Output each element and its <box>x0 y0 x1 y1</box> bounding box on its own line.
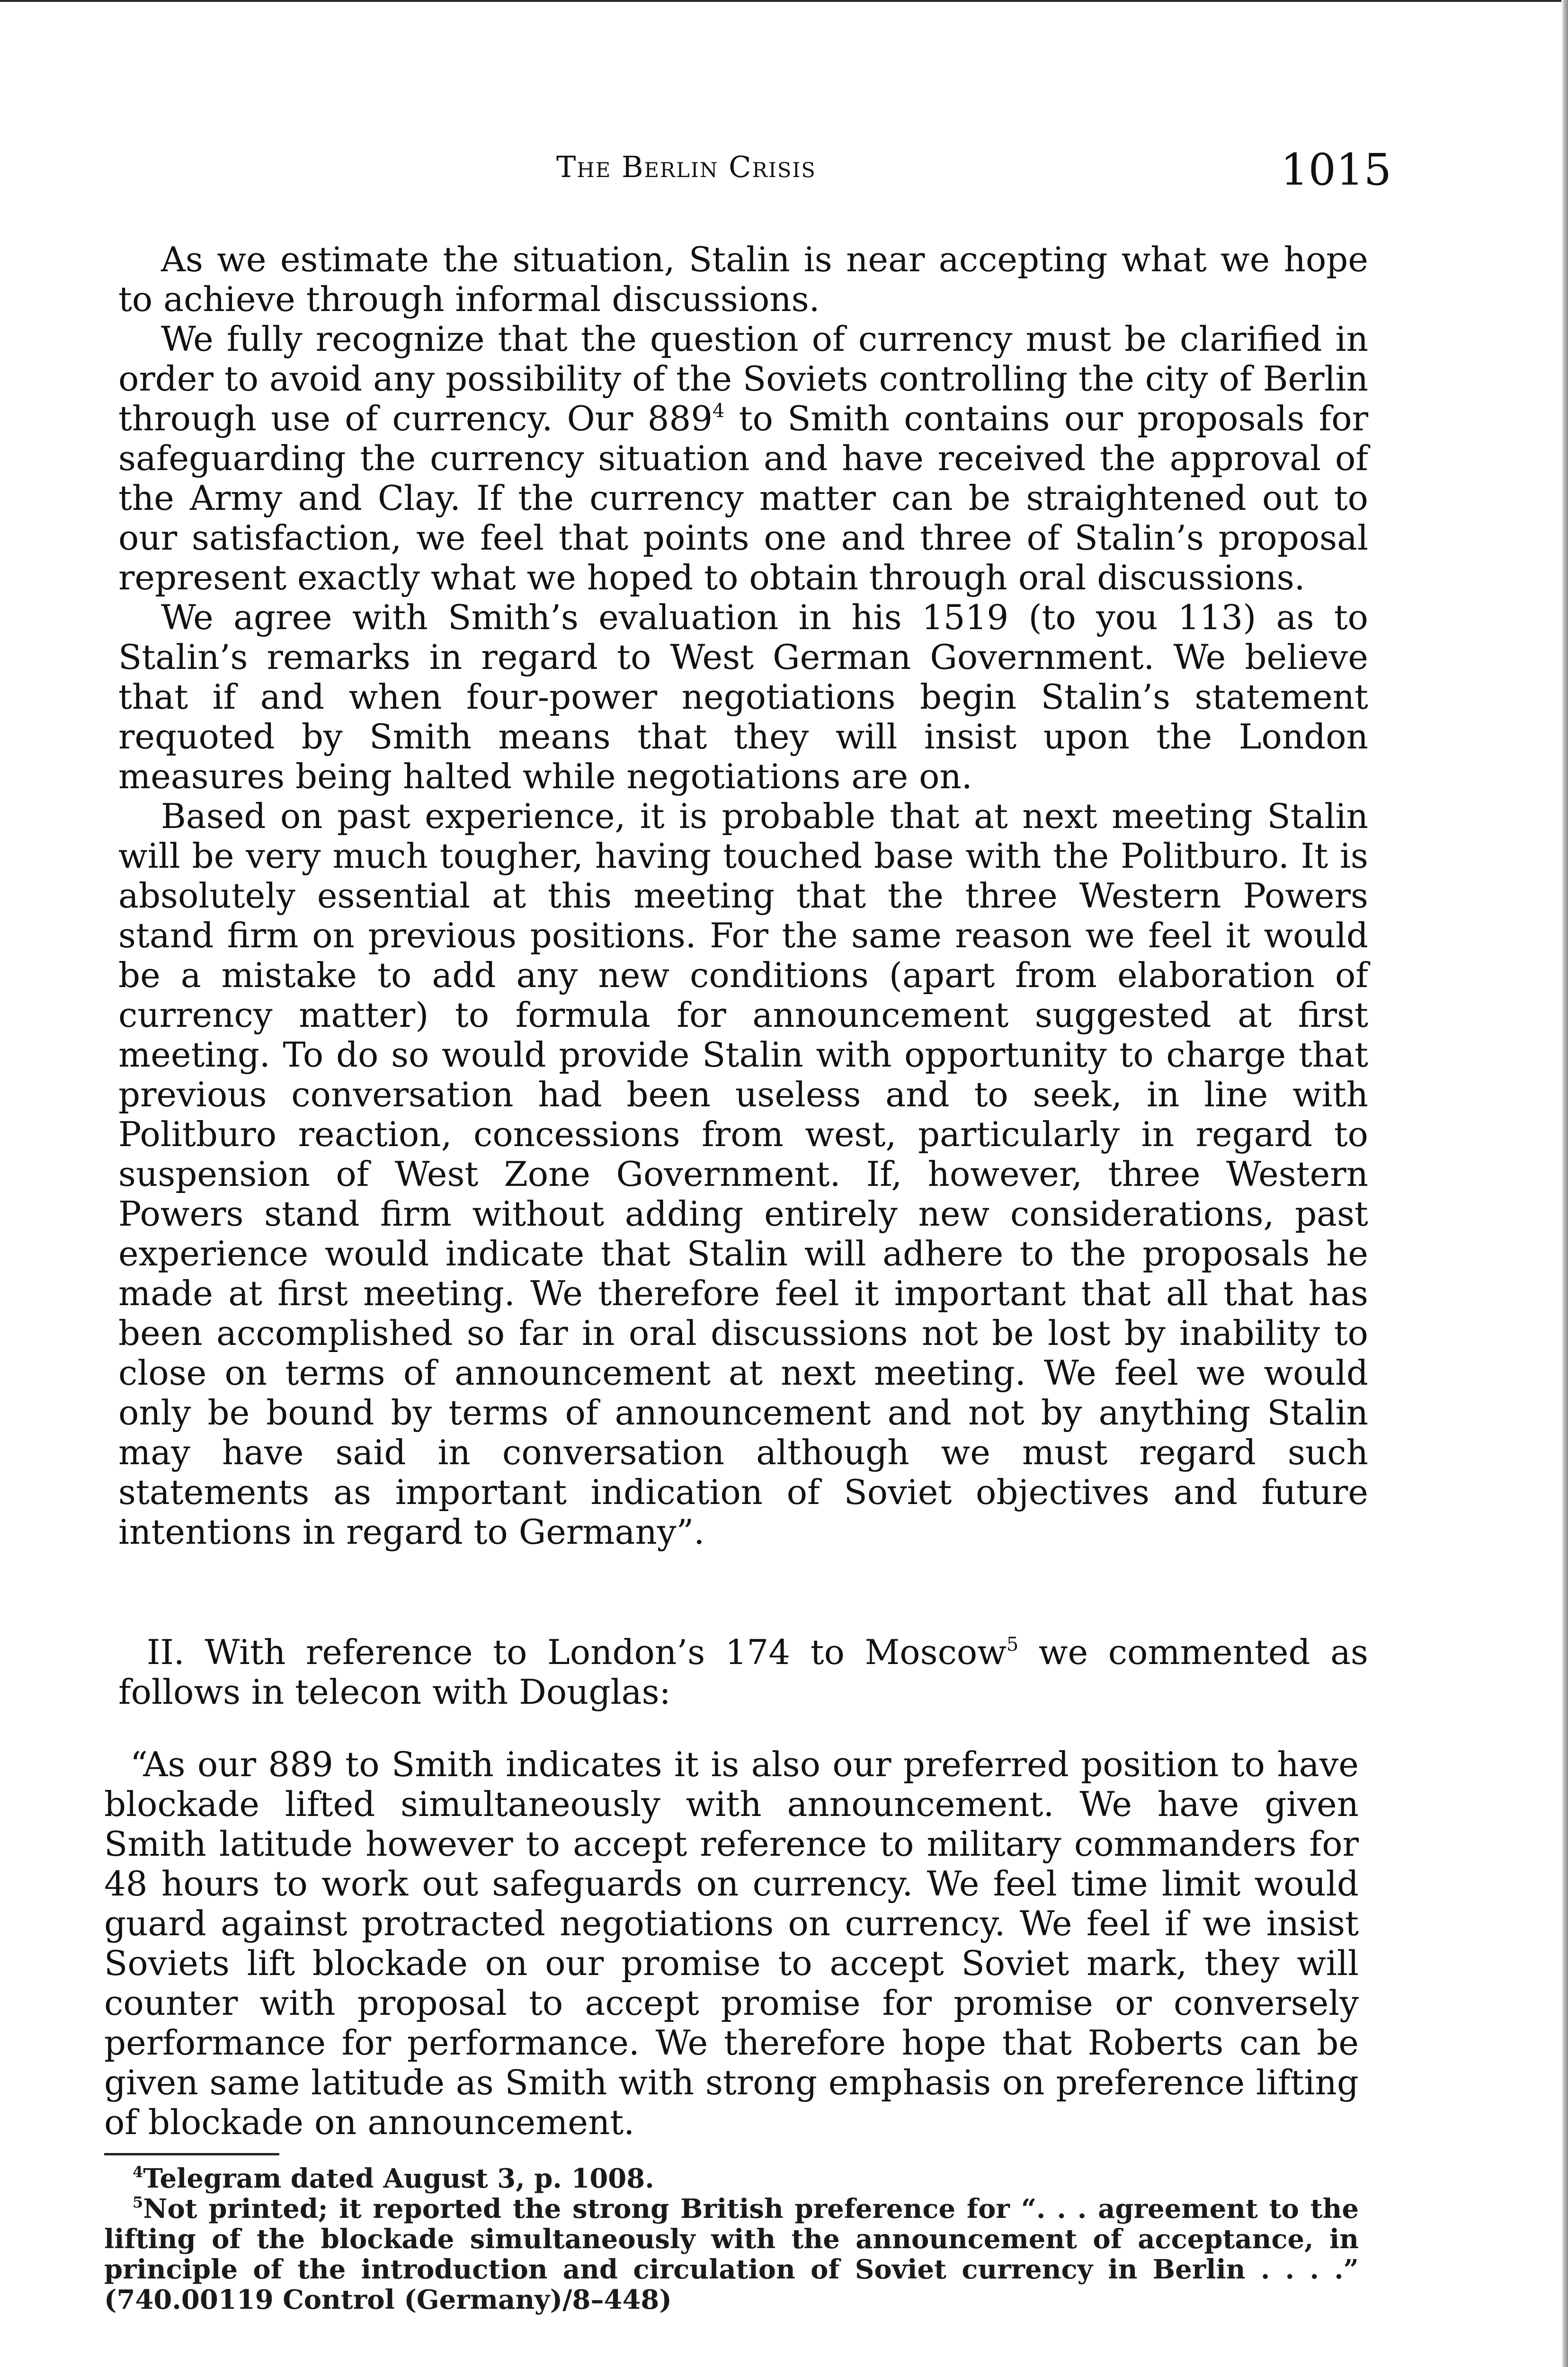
footnote-ref-4: 4 <box>713 400 725 422</box>
section-ii-end: we commented as follows in telecon with Douglas: <box>118 1632 1368 1712</box>
footnote-5-text: Not printed; it reported the strong British preference for “. . . agreement to the lifting of the blockade simultaneously with the announcement of acceptance, in principle of the introduction and circulation of Soviet currency in Berlin . . . .” (740.00119 Control (Germany)/8–448) <box>104 2193 1359 2315</box>
footnote-5 <box>104 2194 1359 2315</box>
page-edge-shadow <box>1561 0 1568 2367</box>
footnote-ref-5: 5 <box>1006 1634 1019 1655</box>
paragraph-2 <box>118 319 1368 597</box>
quote-paragraph: “As our 889 to Smith indicates it is also our preferred position to have blockade lifted simultaneously with announcement. We have given Smith latitude however to accept reference to military commanders for 48 hours to work out safeguards on currency. We feel time limit would guard against protracted negotiations on currency. We feel if we insist Soviets lift blockade on our promise to accept Soviet mark, they will counter with proposal to accept promise for promise or conversely performance for performance. We therefore hope that Roberts can be given same latitude as Smith with strong emphasis on preference lifting of blockade on announcement. <box>104 1744 1359 2142</box>
running-head: The Berlin Crisis <box>556 150 816 184</box>
section-ii <box>118 1632 1368 1712</box>
paragraph-2-rest: to Smith contains our proposals for safeguarding the currency situation and have received the approval of the Army and Clay. If the currency matter can be straightened out to our satisfaction, we feel that points one and three of Stalin’s proposal represent exactly what we hoped to obtain through oral discussions. <box>118 399 1368 597</box>
section-ii-start: II. With reference to London’s 174 to Moscow <box>147 1632 1007 1672</box>
footnote-divider <box>104 2153 279 2155</box>
paragraph-3: We agree with Smith’s evaluation in his 1519 (to you 113) as to Stalin’s remarks in regard to West German Government. We believe that if and when four-power negotiations begin Stalin’s statement requoted by Smith means that they will insist upon the London measures being halted while negotiations are on. <box>118 597 1368 796</box>
top-border-line <box>0 0 1568 2</box>
paragraph-2-start: We fully recognize that the question of currency must be clarified in order to avoid any possibility of the Soviets controlling the city of Berlin through use of currency. Our 889 <box>118 319 1368 438</box>
footnote-5-mark: 5 <box>133 2193 143 2211</box>
section-ii-paragraph <box>118 1632 1368 1712</box>
footnotes <box>104 2163 1359 2315</box>
main-text <box>118 240 1368 1552</box>
paragraph-1: As we estimate the situation, Stalin is near accepting what we hope to achieve through informal discussions. <box>118 240 1368 319</box>
footnote-4-mark: 4 <box>133 2163 143 2181</box>
page-number: 1015 <box>1281 144 1392 195</box>
quoted-telecon <box>104 1744 1359 2142</box>
paragraph-4: Based on past experience, it is probable that at next meeting Stalin will be very much tougher, having touched base with the Politburo. It is absolutely essential at this meeting that the three Western Powers stand firm on previous positions. For the same reason we feel it would be a mistake to add any new conditions (apart from elaboration of currency matter) to formula for announcement suggested at first meeting. To do so would provide Stalin with opportunity to charge that previous conversation had been useless and to seek, in line with Politburo reaction, concessions from west, particularly in regard to suspension of West Zone Government. If, however, three Western Powers stand firm without adding entirely new considerations, past experience would indicate that Stalin will adhere to the proposals he made at first meeting. We therefore feel it important that all that has been accomplished so far in oral discussions not be lost by inability to close on terms of announcement at next meeting. We feel we would only be bound by terms of announcement and not by anything Stalin may have said in conversation although we must regard such statements as important indication of Soviet objectives and future intentions in regard to Germany”. <box>118 796 1368 1552</box>
footnote-4-text: Telegram dated August 3, p. 1008. <box>143 2163 654 2194</box>
footnote-4 <box>104 2163 1359 2194</box>
